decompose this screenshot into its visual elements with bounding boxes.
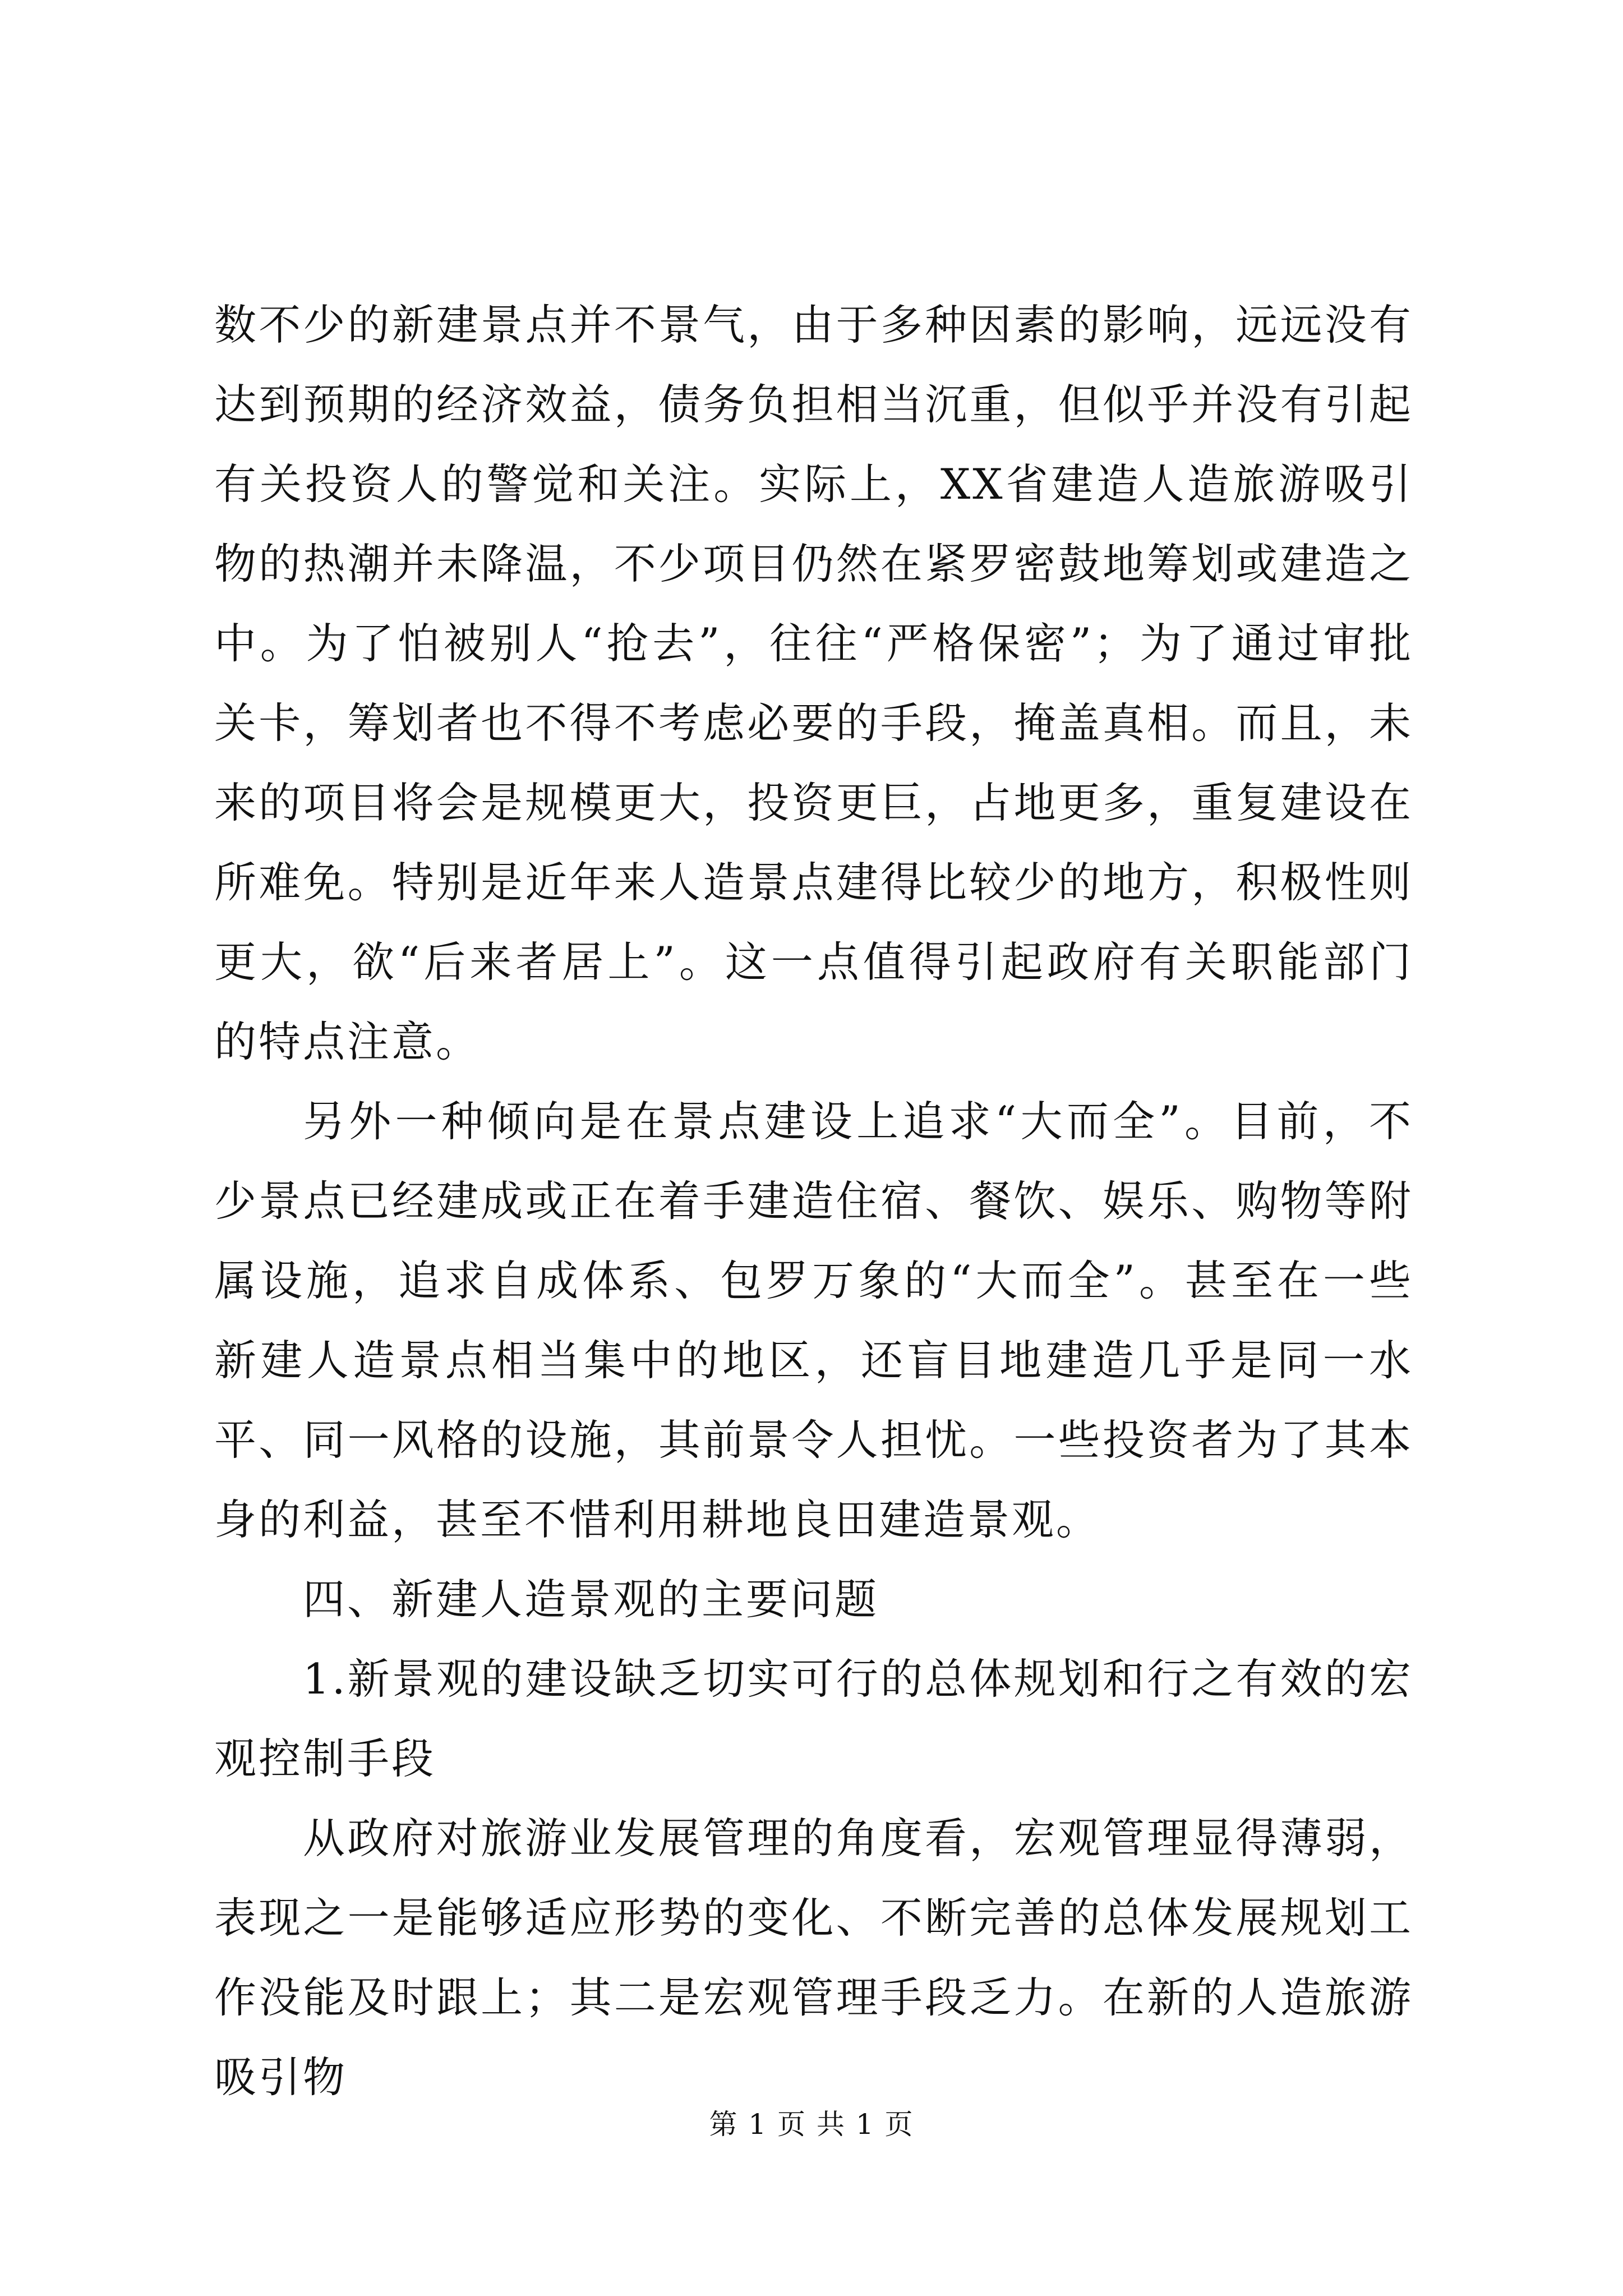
paragraph-continuation: 数不少的新建景点并不景气，由于多种因素的影响，远远没有达到预期的经济效益，债务负担相当沉重，但似乎并没有引起有关投资人的警觉和关注。实际上，XX省建造人造旅游吸引物的热潮并未降温，不少项目仍然在紧罗密鼓地筹划或建造之中。为了怕被别人“抢去”，往往“严格保密”；为了通过审批关卡，筹划者也不得不考虑必要的手段，掩盖真相。而且，未来的项目将会是规模更大，投资更巨，占地更多，重复建设在所难免。特别是近年来人造景点建得比较少的地方，积极性则更大，欲“后来者居上”。这一点值得引起政府有关职能部门的特点注意。 <box>214 300 1413 1066</box>
subsection-heading: 1.新景观的建设缺乏切实可行的总体规划和行之有效的宏观控制手段 <box>214 1654 1413 1783</box>
section-heading: 四、新建人造景观的主要问题 <box>303 1575 879 1624</box>
paragraph-management: 从政府对旅游业发展管理的角度看，宏观管理显得薄弱，表现之一是能够适应形势的变化、不断完善的总体发展规划工作没能及时跟上；其二是宏观管理手段乏力。在新的人造旅游吸引物 <box>214 1814 1413 2102</box>
paragraph-trend: 另外一种倾向是在景点建设上追求“大而全”。目前，不少景点已经建成或正在着手建造住宿、餐饮、娱乐、购物等附属设施，追求自成体系、包罗万象的“大而全”。甚至在一些新建人造景点相当集中的地区，还盲目地建造几乎是同一水平、同一风格的设施，其前景令人担忧。一些投资者为了其本身的利益，甚至不惜利用耕地良田建造景观。 <box>214 1097 1413 1544</box>
page-footer: 第 1 页 共 1 页 <box>709 2108 914 2141</box>
document-body <box>214 285 1413 2117</box>
